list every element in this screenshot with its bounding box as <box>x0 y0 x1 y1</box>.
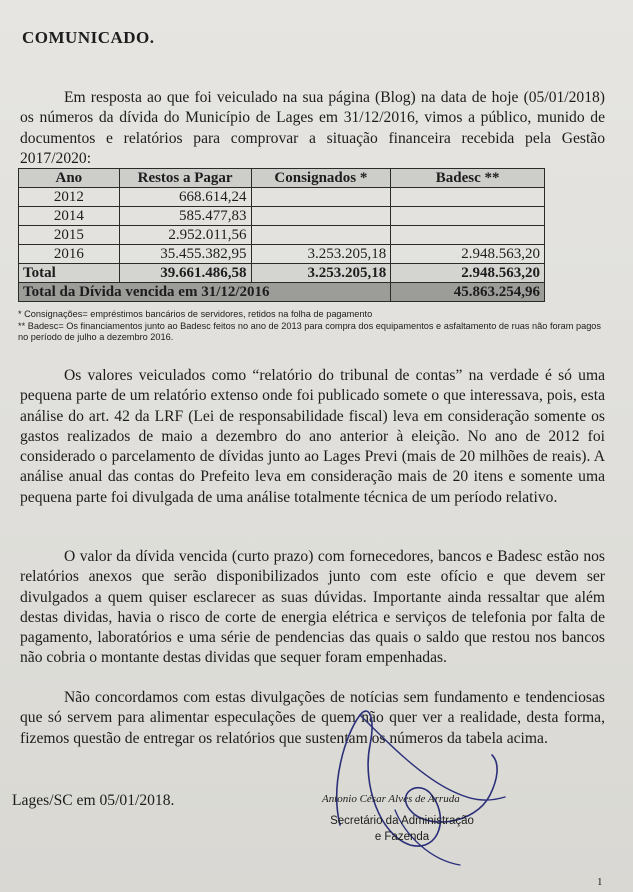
table-row <box>19 188 545 207</box>
table-row <box>19 245 545 264</box>
table-header-row <box>19 169 545 188</box>
cell-year: 2015 <box>19 226 120 245</box>
cell-restos: 2.952.011,56 <box>119 226 251 245</box>
cell-consignados <box>251 188 391 207</box>
cell-year: 2012 <box>19 188 120 207</box>
intro-paragraph <box>20 88 605 169</box>
table-grand-total-row <box>19 283 545 302</box>
grand-total-value: 45.863.254,96 <box>391 283 545 302</box>
table-row <box>19 226 545 245</box>
header-consignados: Consignados * <box>251 169 391 188</box>
total-consignados: 3.253.205,18 <box>251 264 391 283</box>
handwritten-signature <box>300 675 520 875</box>
paragraph <box>20 366 605 508</box>
cell-consignados: 3.253.205,18 <box>251 245 391 264</box>
cell-badesc <box>391 188 545 207</box>
signatory-role <box>322 813 482 845</box>
cell-badesc: 2.948.563,20 <box>391 245 545 264</box>
header-restos: Restos a Pagar <box>119 169 251 188</box>
total-badesc: 2.948.563,20 <box>391 264 545 283</box>
signatory-role-line2: e Fazenda <box>374 831 430 843</box>
total-restos: 39.661.486,58 <box>119 264 251 283</box>
debt-table <box>18 168 545 302</box>
cell-consignados <box>251 207 391 226</box>
total-label: Total <box>19 264 120 283</box>
paragraph-text: O valor da dívida vencida (curto prazo) com fornecedores, bancos e Badesc estão nos relatórios anexos que serão disponibilizados junto com este ofício e que devem ser divulgados a quem quiser esclarecer as suas dúvidas. Importante ainda ressaltar que além destas dividas, havia o risco de corte de energia elétrica e serviços de telefonia por falta de pagamento, laboratórios e uma série de pendencias das quais o saldo que restou nos bancos não cobria o montante destas dividas que sequer foram empenhadas. <box>20 548 605 667</box>
table-row <box>19 207 545 226</box>
footnote-consignacoes: * Consignações= empréstimos bancários de servidores, retidos na folha de pagamento <box>18 309 373 319</box>
header-ano: Ano <box>19 169 120 188</box>
header-badesc: Badesc ** <box>391 169 545 188</box>
paragraph <box>20 547 605 669</box>
footnote-badesc: ** Badesc= Os financiamentos junto ao Badesc feitos no ano de 2013 para compra dos equipamentos e asfaltamento de ruas não foram pagos no período de julho a dezembro 2016. <box>18 320 602 342</box>
cell-year: 2016 <box>19 245 120 264</box>
cell-consignados <box>251 226 391 245</box>
signature-stroke <box>360 715 505 800</box>
signatory-role-line1: Secretário da Administração <box>330 815 474 827</box>
cell-restos: 585.477,83 <box>119 207 251 226</box>
paragraph-text: Não concordamos com estas divulgações de notícias sem fundamento e tendenciosas que só servem para alimentar especulações de quem não quer ver a realidade, desta forma, fizemos questão de entregar os relatórios que sustentam os números da tabela acima. <box>20 689 605 747</box>
cell-year: 2014 <box>19 207 120 226</box>
cell-badesc <box>391 207 545 226</box>
cell-restos: 668.614,24 <box>119 188 251 207</box>
document-title: COMUNICADO. <box>22 28 155 47</box>
date-line: Lages/SC em 05/01/2018. <box>12 792 175 809</box>
cell-badesc <box>391 226 545 245</box>
grand-total-label: Total da Dívida vencida em 31/12/2016 <box>19 283 391 302</box>
table-footnotes <box>18 309 613 344</box>
intro-text: Em resposta ao que foi veiculado na sua página (Blog) na data de hoje (05/01/2018) os números da dívida do Município de Lages em 31/12/2016, vimos a público, munido de documentos e relatórios para comprovar a situação financeira recebida pela Gestão 2017/2020: <box>20 89 605 167</box>
page-number: 1 <box>597 876 603 888</box>
signatory-name: Antonio César Alves de Arruda <box>322 793 460 805</box>
paragraph-text: Os valores veiculados como “relatório do tribunal de contas” na verdade é só uma pequena parte de um relatório extenso onde foi publicado somete o que interessava, pois, esta análise do art. 42 da LRF (Lei de responsabilidade fiscal) leva em consideração somente os gastos realizados de maio a dezembro do ano anterior à eleição. No ano de 2012 foi considerado o parcelamento de dívidas junto ao Lages Previ (mais de 20 milhões de reais). A análise anual das contas do Prefeito leva em consideração mais de 20 itens e somente uma pequena parte foi divulgada de uma análise totalmente técnica de um período relativo. <box>20 367 605 506</box>
cell-restos: 35.455.382,95 <box>119 245 251 264</box>
table-total-row <box>19 264 545 283</box>
